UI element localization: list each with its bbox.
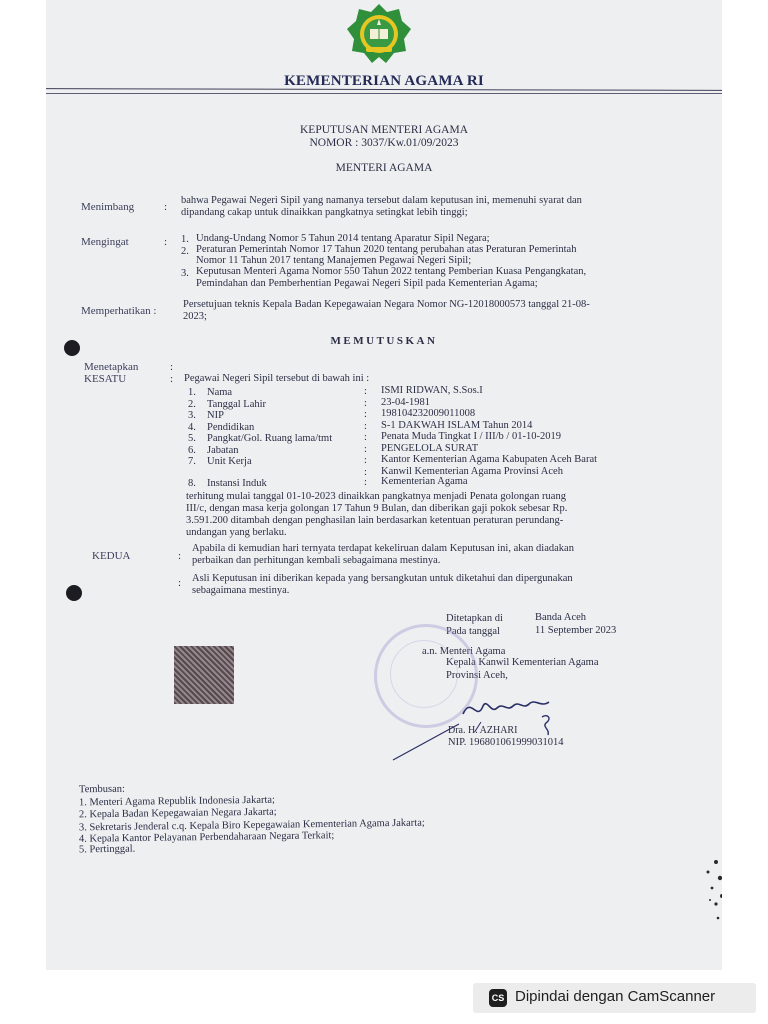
- field-value: Kementerian Agama: [381, 476, 468, 487]
- field-value: Penata Muda Tingkat I / III/b / 01-10-2019: [381, 431, 561, 442]
- colon: :: [178, 577, 182, 589]
- mengingat-num-3: 3.: [181, 268, 189, 279]
- mengingat-item-2-line-1: Peraturan Pemerintah Nomor 17 Tahun 2020 tentang perubahan atas Peraturan Pemerintah: [196, 244, 577, 255]
- field-name: Nama: [207, 387, 233, 398]
- field-number: 8.: [188, 478, 196, 489]
- punch-hole-icon: [64, 340, 80, 356]
- kedua-line-2: perbaikan dan perhitungan kembali sebagaimana mestinya.: [192, 555, 441, 566]
- field-value: Kantor Kementerian Agama Kabupaten Aceh Barat: [381, 454, 598, 465]
- field-name: NIP: [207, 410, 224, 421]
- colon: :: [164, 201, 168, 213]
- tanggal-label: Pada tanggal: [446, 626, 500, 637]
- kedua-line-1: Apabila di kemudian hari ternyata terdapat kekeliruan dalam Keputusan ini, akan diadakan: [192, 543, 574, 554]
- mengingat-item-1: Undang-Undang Nomor 5 Tahun 2014 tentang Aparatur Sipil Negara;: [196, 233, 490, 244]
- document-page: [46, 0, 722, 970]
- field-name: Pendidikan: [207, 422, 255, 433]
- colon: :: [364, 386, 367, 397]
- initial-paraf-icon: [538, 713, 558, 737]
- field-number: 6.: [188, 445, 196, 456]
- kedua-label: KEDUA: [92, 550, 131, 562]
- memperhatikan-label: Memperhatikan :: [81, 305, 157, 317]
- field-number: 7.: [188, 456, 196, 467]
- ketiga-line-1: Asli Keputusan ini diberikan kepada yang bersangkutan untuk diketahui dan dipergunakan: [192, 573, 573, 584]
- decree-number: NOMOR : 3037/Kw.01/09/2023: [309, 137, 459, 149]
- menetapkan-label: Menetapkan: [84, 361, 139, 373]
- field-name: Unit Kerja: [207, 456, 252, 467]
- colon: :: [178, 550, 182, 562]
- colon: :: [364, 467, 367, 478]
- signatory-role-1: Kepala Kanwil Kementerian Agama: [446, 657, 599, 668]
- field-number: 1.: [188, 387, 196, 398]
- field-name: Jabatan: [207, 445, 239, 456]
- official-stamp-inner-icon: [390, 640, 458, 708]
- ministry-emblem-icon: [346, 3, 412, 65]
- field-name: Tanggal Lahir: [207, 399, 267, 410]
- menimbang-line-1: bahwa Pegawai Negeri Sipil yang namanya tersebut dalam keputusan ini, memenuhi syarat dan: [181, 195, 582, 206]
- decree-authority: MENTERI AGAMA: [335, 162, 433, 174]
- tembusan-item: 4. Kepala Kantor Pelayanan Perbendaharaan Negara Terkait;: [78, 830, 335, 845]
- field-value: S-1 DAKWAH ISLAM Tahun 2014: [381, 420, 533, 431]
- ditetapkan-label: Ditetapkan di: [446, 613, 503, 624]
- header-rule-thin: [46, 93, 722, 94]
- kesatu-closing-line-3: 3.591.200 ditambah dengan penghasilan lain berdasarkan ketentuan peraturan perundang-: [186, 515, 564, 526]
- colon: :: [364, 409, 367, 420]
- colon: :: [364, 455, 367, 466]
- field-value-line-2: Kanwil Kementerian Agama Provinsi Aceh: [381, 466, 563, 477]
- signatory-name: Dra. H. AZHARI: [448, 725, 518, 736]
- field-value: 23-04-1981: [381, 397, 430, 408]
- kesatu-label: KESATU: [84, 373, 127, 385]
- tanggal-value: 11 September 2023: [535, 625, 617, 636]
- ditetapkan-value: Banda Aceh: [535, 612, 587, 623]
- colon: :: [364, 398, 367, 409]
- signatory-role-2: Provinsi Aceh,: [446, 670, 508, 681]
- barcode-icon: [174, 646, 234, 704]
- menimbang-line-2: dipandang cakap untuk dinaikkan pangkatnya setingkat lebih tinggi;: [181, 207, 468, 218]
- fingerprint-smudge-icon: [696, 852, 722, 932]
- field-name: Pangkat/Gol. Ruang lama/tmt: [207, 433, 333, 444]
- ministry-title: KEMENTERIAN AGAMA RI: [284, 73, 484, 89]
- field-value: ISMI RIDWAN, S.Sos.I: [381, 385, 483, 396]
- camscanner-label: Dipindai dengan CamScanner: [515, 988, 716, 1005]
- field-number: 2.: [188, 399, 196, 410]
- field-value: 198104232009011008: [381, 408, 476, 419]
- kesatu-intro: Pegawai Negeri Sipil tersebut di bawah ini :: [184, 373, 370, 384]
- mengingat-item-3-line-1: Keputusan Menteri Agama Nomor 550 Tahun 2022 tentang Pemberian Kuasa Pengangkatan,: [196, 266, 587, 277]
- menimbang-label: Menimbang: [81, 201, 135, 213]
- kesatu-closing-line-2: III/c, dengan masa kerja golongan 17 Tahun 9 Bulan, dan diberikan gaji pokok sebesar Rp.: [186, 503, 568, 514]
- mengingat-item-3-line-2: Pemindahan dan Pemberhentian Pegawai Negeri Sipil pada Kementerian Agama;: [196, 278, 538, 289]
- colon: :: [170, 361, 174, 373]
- tembusan-item: 3. Sekretaris Jenderal c.q. Kepala Biro Kepegawaian Kementerian Agama Jakarta;: [78, 817, 425, 834]
- mengingat-item-2-line-2: Nomor 11 Tahun 2017 tentang Manajemen Pegawai Negeri Sipil;: [196, 255, 472, 266]
- field-name: Instansi Induk: [207, 478, 267, 489]
- signatory-an: a.n. Menteri Agama: [422, 646, 506, 657]
- mengingat-num-2: 2.: [181, 246, 189, 257]
- field-value: PENGELOLA SURAT: [381, 443, 479, 454]
- tembusan-item: 1. Menteri Agama Republik Indonesia Jakarta;: [78, 794, 276, 809]
- field-number: 4.: [188, 422, 196, 433]
- kesatu-closing-line-1: terhitung mulai tanggal 01-10-2023 dinaikkan pangkatnya menjadi Penata golongan ruang: [186, 491, 566, 502]
- colon: :: [364, 444, 367, 455]
- memperhatikan-line-1: Persetujuan teknis Kepala Badan Kepegawaian Negara Nomor NG-12018000573 tanggal 21-08-: [183, 299, 590, 310]
- memutuskan-heading: MEMUTUSKAN: [330, 335, 438, 347]
- colon: :: [164, 236, 168, 248]
- camscanner-watermark: [473, 983, 756, 1013]
- camscanner-logo-icon: CS: [489, 989, 507, 1007]
- mengingat-num-1: 1.: [181, 234, 189, 245]
- punch-hole-icon: [66, 585, 82, 601]
- ketiga-line-2: sebagaimana mestinya.: [192, 585, 290, 596]
- colon: :: [170, 373, 174, 385]
- tembusan-item: 5. Pertinggal.: [78, 843, 136, 856]
- decree-title: KEPUTUSAN MENTERI AGAMA: [299, 124, 469, 136]
- signatory-nip: NIP. 196801061999031014: [448, 737, 564, 748]
- mengingat-label: Mengingat: [81, 236, 129, 248]
- field-number: 3.: [188, 410, 196, 421]
- colon: :: [364, 477, 367, 488]
- colon: :: [364, 432, 367, 443]
- memperhatikan-line-2: 2023;: [183, 311, 207, 322]
- colon: :: [364, 421, 367, 432]
- kesatu-closing-line-4: undangan yang berlaku.: [186, 527, 287, 538]
- tembusan-item: 2. Kepala Badan Kepegawaian Negara Jakarta;: [78, 806, 277, 821]
- field-number: 5.: [188, 433, 196, 444]
- tembusan-title: Tembusan:: [78, 783, 125, 796]
